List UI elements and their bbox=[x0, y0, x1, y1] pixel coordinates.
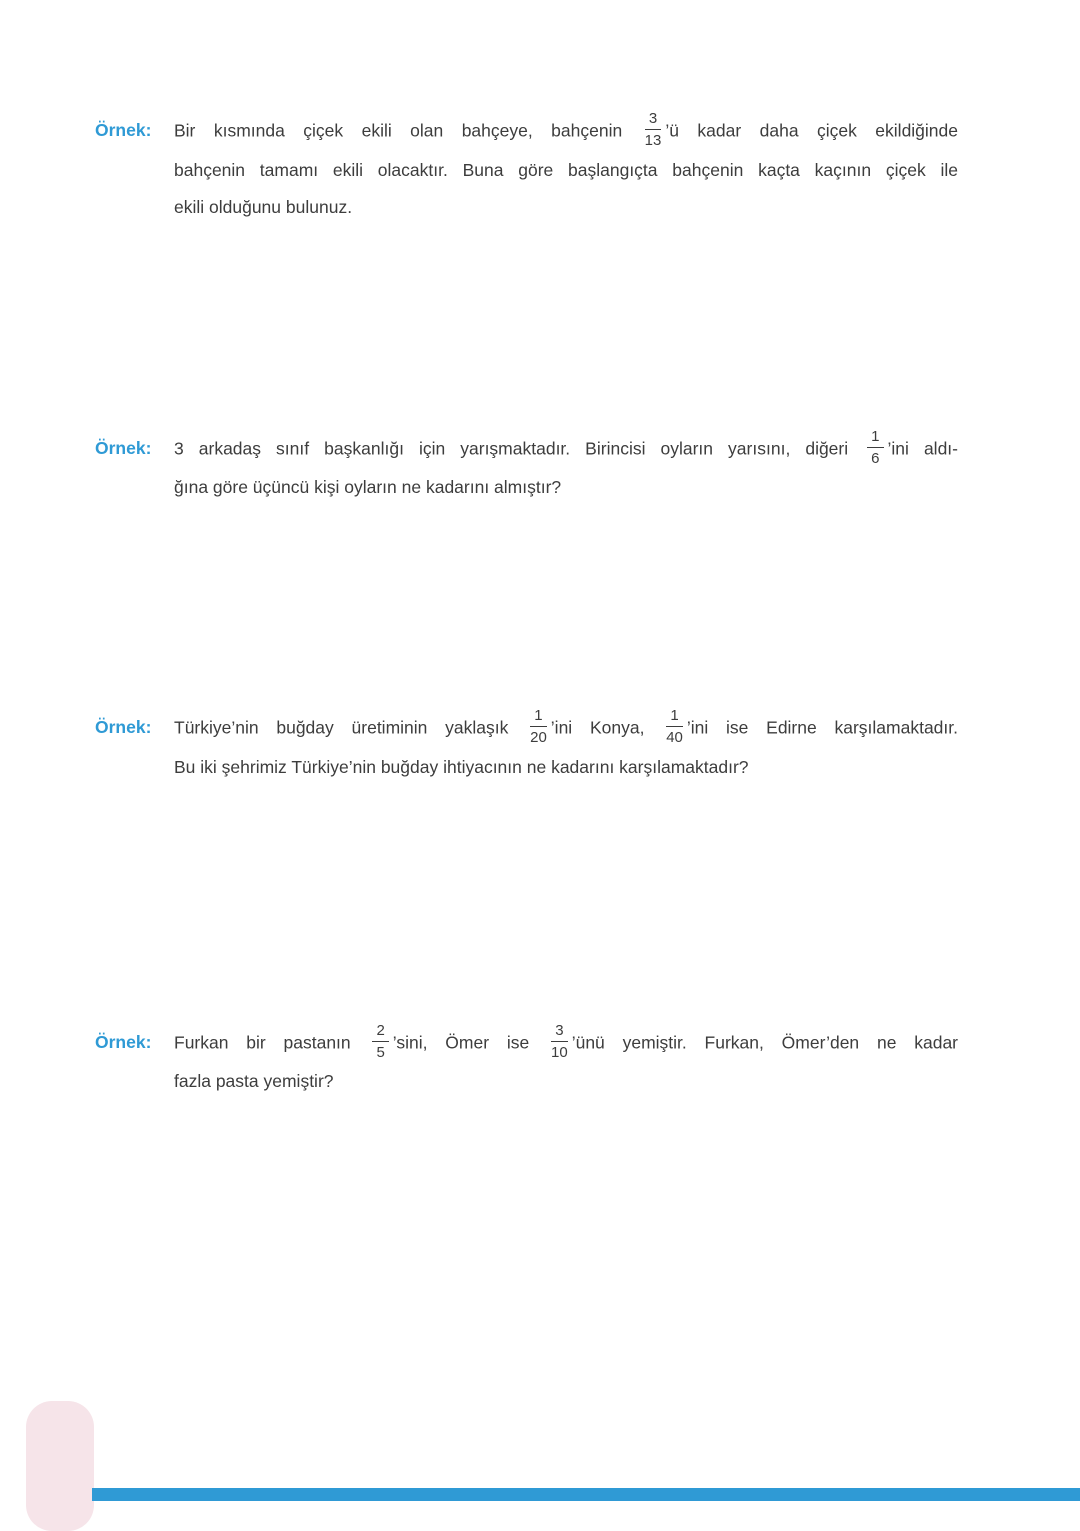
fraction-denominator: 6 bbox=[871, 449, 880, 467]
fraction bbox=[645, 110, 662, 150]
example-content bbox=[174, 427, 958, 507]
fraction-denominator: 20 bbox=[530, 729, 547, 747]
fraction-denominator: 10 bbox=[551, 1043, 568, 1061]
text-segment: ’ini aldı- bbox=[887, 437, 958, 458]
text-segment: 3 arkadaş sınıf başkanlığı için yarışmaktadır. Birincisi oyların yarısını, diğeri bbox=[174, 437, 864, 458]
text-line bbox=[174, 189, 958, 226]
fraction-denominator: 40 bbox=[666, 729, 683, 747]
text-segment: bahçenin tamamı ekili olacaktır. Buna göre başlangıçta bahçenin kaçta kaçının çiçek ile bbox=[174, 159, 958, 180]
ornek-label: Örnek: bbox=[95, 437, 152, 458]
fraction bbox=[867, 428, 883, 468]
fraction bbox=[530, 707, 547, 747]
example-block bbox=[95, 1021, 959, 1101]
footer-bar bbox=[92, 1488, 1080, 1501]
text-segment: ’ini ise Edirne karşılamaktadır. bbox=[686, 717, 958, 738]
fraction-numerator: 1 bbox=[867, 428, 883, 448]
fraction-numerator: 1 bbox=[666, 707, 682, 727]
text-segment: ’sini, Ömer ise bbox=[392, 1031, 548, 1052]
text-line bbox=[174, 152, 958, 189]
ornek-label: Örnek: bbox=[95, 717, 152, 737]
fraction-numerator: 3 bbox=[645, 110, 661, 130]
text-segment: ekili olduğunu bulunuz. bbox=[174, 196, 353, 217]
text-segment: Bir kısmında çiçek ekili olan bahçeye, bahçenin bbox=[174, 120, 641, 141]
text-segment: ğına göre üçüncü kişi oyların ne kadarını almıştır? bbox=[174, 477, 562, 497]
example-block bbox=[95, 709, 958, 786]
text-segment: ’ünü yemiştir. Furkan, Ömer’den ne kadar bbox=[571, 1031, 959, 1052]
text-line bbox=[174, 469, 958, 506]
text-segment: ’ini Konya, bbox=[550, 717, 663, 738]
text-segment: ’ü kadar daha çiçek ekildiğinde bbox=[665, 120, 959, 141]
fraction-numerator: 3 bbox=[551, 1022, 567, 1042]
fraction-denominator: 13 bbox=[644, 132, 662, 150]
fraction bbox=[372, 1022, 388, 1062]
text-line bbox=[174, 427, 958, 470]
fraction bbox=[666, 707, 683, 747]
text-segment: Furkan bir pastanın bbox=[174, 1031, 369, 1052]
text-line bbox=[174, 749, 958, 786]
example-block bbox=[95, 427, 958, 507]
fraction bbox=[551, 1022, 568, 1062]
corner-decoration bbox=[26, 1401, 94, 1531]
ornek-label: Örnek: bbox=[95, 120, 152, 140]
text-line bbox=[174, 1063, 958, 1100]
text-line bbox=[174, 1021, 959, 1064]
example-content bbox=[174, 112, 958, 226]
text-line bbox=[174, 709, 958, 749]
fraction-numerator: 2 bbox=[372, 1022, 388, 1042]
text-segment: Bu iki şehrimiz Türkiye’nin buğday ihtiyacının ne kadarını karşılamaktadır? bbox=[174, 756, 749, 777]
example-block bbox=[95, 112, 958, 226]
text-line bbox=[174, 112, 958, 152]
fraction-denominator: 5 bbox=[376, 1043, 385, 1061]
example-content bbox=[174, 709, 958, 786]
ornek-label: Örnek: bbox=[95, 1031, 152, 1052]
text-segment: fazla pasta yemiştir? bbox=[174, 1071, 334, 1091]
example-content bbox=[174, 1021, 959, 1101]
examples-list bbox=[95, 112, 958, 1100]
fraction-numerator: 1 bbox=[530, 707, 546, 727]
text-segment: Türkiye’nin buğday üretiminin yaklaşık bbox=[174, 717, 527, 738]
